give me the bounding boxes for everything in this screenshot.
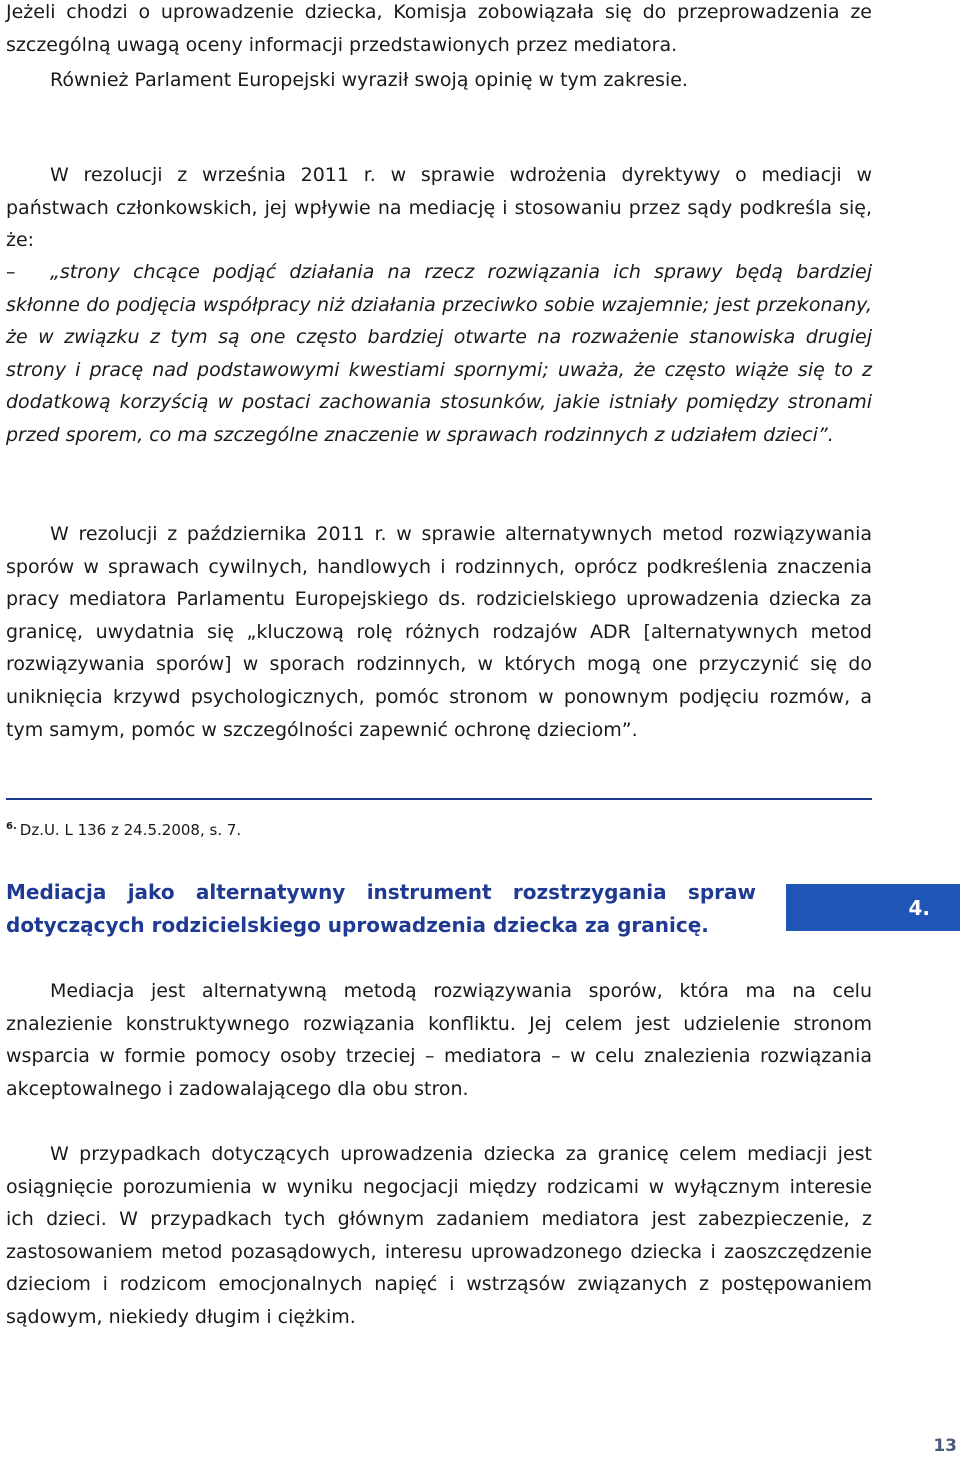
- paragraph-resolution-september: W rezolucji z września 2011 r. w sprawie wdrożenia dyrektywy o mediacji w państwach członkowskich, jej wpływie na mediację i stosowaniu przez sądy podkreśla się, że:: [6, 164, 872, 252]
- quote-dash: –: [6, 261, 16, 283]
- quote-text: „strony chcące podjąć działania na rzecz rozwiązania ich sprawy będą bardziej skłonne do podjęcia współpracy niż działania przeciwko sobie wzajemnie; jest przekonany, że w związku z tym są one często bardziej otwarte na rozważenie stanowiska drugiej strony i pracę nad podstawowymi kwestiami spornymi; uważa, że często wiąże się to z dodatkową korzyścią w postaci zachowania stosunków, jakie istniały pomiędzy stronami przed sporem, co ma szczególne znaczenie w sprawach rodzinnych z udziałem dzieci”.: [6, 261, 872, 446]
- page-number: 13: [933, 1436, 957, 1456]
- paragraph-commission: Jeżeli chodzi o uprowadzenie dziecka, Komisja zobowiązała się do przeprowadzenia ze szczególną uwagą oceny informacji przedstawionych przez mediatora.: [6, 1, 872, 56]
- quote-resolution: [6, 256, 872, 452]
- paragraph-mediation-definition: Mediacja jest alternatywną metodą rozwiązywania sporów, która ma na celu znalezienie konstruktywnego rozwiązania konfliktu. Jej celem jest udzielenie stronom wsparcia w formie pomocy osoby trzeciej – mediatora – w celu znalezienia rozwiązania akceptowalnego i zadowalającego dla obu stron.: [6, 980, 872, 1100]
- footnote-marker: 6.: [6, 821, 17, 832]
- chapter-number: 4.: [908, 895, 930, 920]
- footnote-text: Dz.U. L 136 z 24.5.2008, s. 7.: [19, 821, 242, 839]
- paragraph-parliament: Również Parlament Europejski wyraził swoją opinię w tym zakresie.: [50, 69, 688, 91]
- paragraph-resolution-october: W rezolucji z października 2011 r. w sprawie alternatywnych metod rozwiązywania sporów w sprawach cywilnych, handlowych i rodzinnych, oprócz podkreślenia znaczenia pracy mediatora Parlamentu Europejskiego ds. rodzicielskiego uprowadzenia dziecka za granicę, uwydatnia się „kluczową rolę różnych rodzajów ADR [alternatywnych metod rozwiązywania sporów] w sporach rodzinnych, w których mogą one przyczynić się do uniknięcia krzywd psychologicznych, pomóc stronom w ponownym podjęciu rozmów, a tym samym, pomóc w szczególności zapewnić ochronę dzieciom”.: [6, 523, 872, 741]
- paragraph-mediation-abduction: W przypadkach dotyczących uprowadzenia dziecka za granicę celem mediacji jest osiągnięcie porozumienia w wyniku negocjacji między rodzicami w wyłącznym interesie ich dzieci. W przypadkach tych głównym zadaniem mediatora jest zabezpieczenie, z zastosowaniem metod pozasądowych, interesu uprowadzonego dziecka i zaoszczędzenie dzieciom i rodzicom emocjonalnych napięć i wstrząsów związanych z postępowaniem sądowym, niekiedy długim i ciężkim.: [6, 1143, 872, 1328]
- footnote: [6, 814, 241, 843]
- section-heading: Mediacja jako alternatywny instrument rozstrzygania spraw dotyczących rodzicielskiego uprowadzenia dziecka za granicę.: [6, 880, 756, 937]
- footnote-divider: [6, 798, 872, 800]
- chapter-number-box: [786, 884, 960, 931]
